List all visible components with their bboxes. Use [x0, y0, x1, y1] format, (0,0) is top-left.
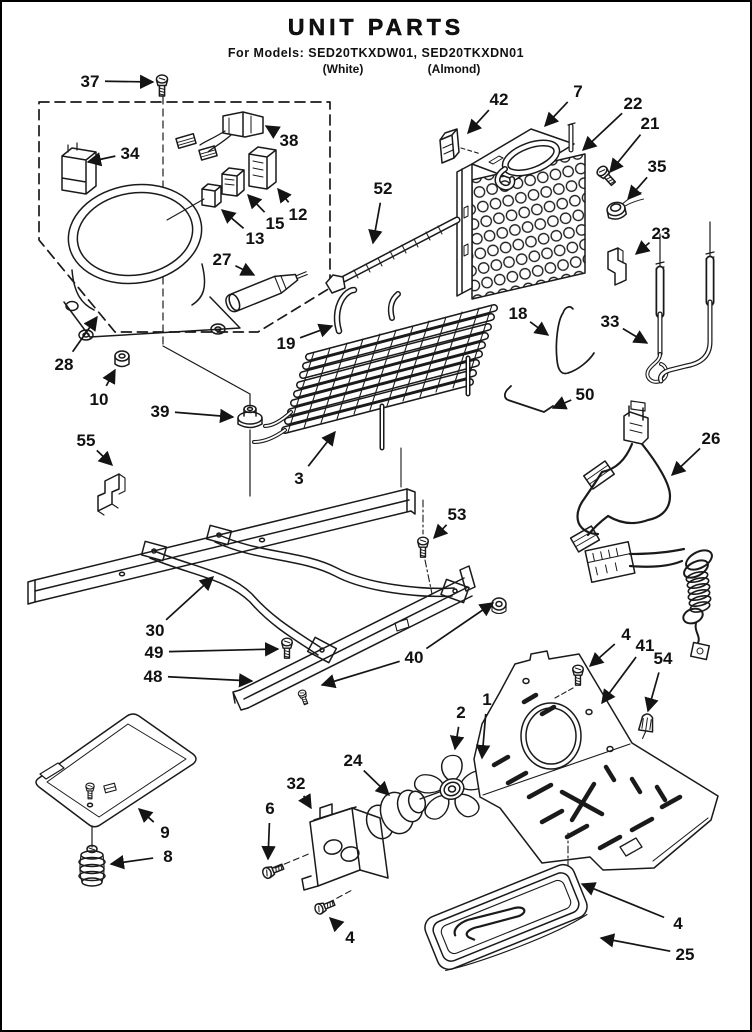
callout-arrow [590, 644, 615, 666]
callout-arrow [530, 322, 548, 335]
part-number-label: 15 [265, 214, 285, 233]
wire-nut-54 [638, 713, 655, 740]
callout-arrow [88, 156, 115, 162]
callout-arrow [628, 177, 647, 199]
condenser-coil [254, 290, 494, 487]
part-number-label: 50 [575, 385, 595, 404]
callout-arrow [169, 649, 278, 652]
part-number-label: 34 [120, 144, 140, 163]
part-number-label: 52 [373, 179, 393, 198]
callout-arrow [364, 770, 389, 795]
callout-arrow [97, 450, 112, 465]
wiring-harness [571, 401, 716, 660]
part-number-label: 24 [343, 751, 363, 770]
tube-clip-23 [608, 248, 626, 285]
callout-arrow [426, 603, 493, 649]
callout-arrow [455, 727, 459, 749]
part-number-label: 18 [508, 304, 528, 323]
part-number-label: 26 [701, 429, 721, 448]
page-title: UNIT PARTS [287, 14, 465, 40]
models-subtitle: For Models: SED20TKXDW01, SED20TKXDN01 [227, 46, 525, 60]
callout-arrow [672, 448, 700, 475]
motor-bracket [302, 804, 388, 890]
part-number-label: 23 [651, 224, 671, 243]
evaporator [457, 123, 585, 299]
wire-18 [556, 307, 594, 374]
callout-arrow [166, 577, 213, 620]
part-number-label: 9 [160, 823, 170, 842]
callout-arrow [222, 210, 244, 228]
cover-plate [36, 714, 196, 827]
callout-arrow [602, 657, 636, 703]
callout-arrow [175, 412, 233, 417]
part-number-label: 28 [54, 355, 74, 374]
bracket-50 [505, 386, 553, 412]
parts-diagram [2, 2, 752, 1032]
callout-arrow [268, 823, 269, 859]
compressor-braces [142, 525, 469, 662]
part-number-label: 42 [489, 90, 509, 109]
part-number-label: 22 [623, 94, 643, 113]
unit-bracket [474, 651, 718, 870]
callout-arrow [583, 113, 622, 150]
callout-arrow [111, 858, 153, 864]
part-number-label: 27 [212, 250, 232, 269]
part-number-label: 41 [635, 636, 655, 655]
screw-49 [282, 638, 292, 658]
callout-arrow [308, 432, 335, 466]
part-number-label: 19 [276, 334, 296, 353]
callout-arrow [648, 672, 659, 711]
part-number-label: 55 [76, 431, 96, 450]
callout-arrow [304, 796, 311, 808]
screw-6 [261, 862, 285, 880]
leveling-foot [79, 826, 105, 886]
part-number-label: 37 [80, 72, 100, 91]
part-number-label: 13 [245, 229, 265, 248]
filter-drier [224, 265, 310, 314]
part-number-label: 3 [294, 469, 304, 488]
part-number-label: 4 [673, 914, 683, 933]
part-number-label: 40 [404, 648, 424, 667]
color-variant-white: (White) [322, 62, 364, 76]
callout-arrow [168, 677, 252, 681]
callout-arrow [636, 243, 650, 254]
clip-55 [98, 474, 125, 515]
part-number-label: 4 [345, 928, 355, 947]
part-number-label: 10 [89, 390, 109, 409]
part-number-label: 7 [573, 82, 583, 101]
part-number-label: 38 [279, 131, 299, 150]
callout-arrow [610, 135, 641, 172]
callout-arrow [248, 195, 265, 212]
grommet-39 [238, 406, 262, 428]
callout-arrow [623, 329, 647, 343]
callout-arrow [300, 326, 332, 338]
part-number-label: 8 [163, 847, 173, 866]
screw-53 [418, 537, 428, 557]
part-number-label: 35 [647, 157, 667, 176]
condenser-screw-52 [326, 220, 457, 293]
mount-rod-line [163, 346, 250, 496]
part-number-label: 4 [621, 625, 631, 644]
terminal-cover [249, 147, 276, 189]
callout-arrow [235, 266, 254, 275]
callout-arrow [601, 938, 670, 951]
callout-arrow [373, 203, 380, 243]
callout-arrow [434, 525, 447, 538]
part-number-label: 21 [640, 114, 660, 133]
part-number-label: 48 [143, 667, 163, 686]
part-number-label: 54 [653, 649, 673, 668]
defrost-heater [647, 222, 714, 382]
evaporator-clip [440, 129, 481, 163]
callout-arrow [106, 370, 115, 386]
start-relay [62, 143, 96, 194]
screw-6-axis [275, 853, 311, 868]
part-number-label: 49 [144, 643, 164, 662]
part-number-label: 6 [265, 799, 275, 818]
part-number-label: 2 [456, 703, 466, 722]
grommet-35 [605, 192, 647, 220]
part-number-label: 1 [482, 690, 492, 709]
callout-arrow [553, 400, 571, 408]
screw-4-motor-axis [328, 889, 354, 903]
callout-arrow [545, 102, 568, 126]
drain-pan [421, 861, 592, 977]
callout-arrow [266, 126, 276, 132]
part-number-label: 33 [600, 312, 620, 331]
rear-support-rail [28, 489, 415, 604]
mount-screw-37 [157, 75, 168, 96]
part-number-label: 32 [286, 774, 306, 793]
color-variant-almond: (Almond) [427, 62, 481, 76]
callout-arrow [582, 884, 664, 917]
part-number-label: 53 [447, 505, 467, 524]
part-number-label: 30 [145, 621, 165, 640]
callout-arrow [278, 189, 289, 202]
callout-arrow [330, 918, 339, 927]
callout-arrow [105, 81, 153, 82]
part-number-label: 12 [288, 205, 308, 224]
part-number-label: 39 [150, 402, 170, 421]
part-number-label: 25 [675, 945, 695, 964]
run-capacitor [222, 168, 244, 196]
grommet-10 [115, 351, 129, 367]
callout-arrow [468, 110, 489, 133]
callout-arrow [139, 809, 154, 822]
